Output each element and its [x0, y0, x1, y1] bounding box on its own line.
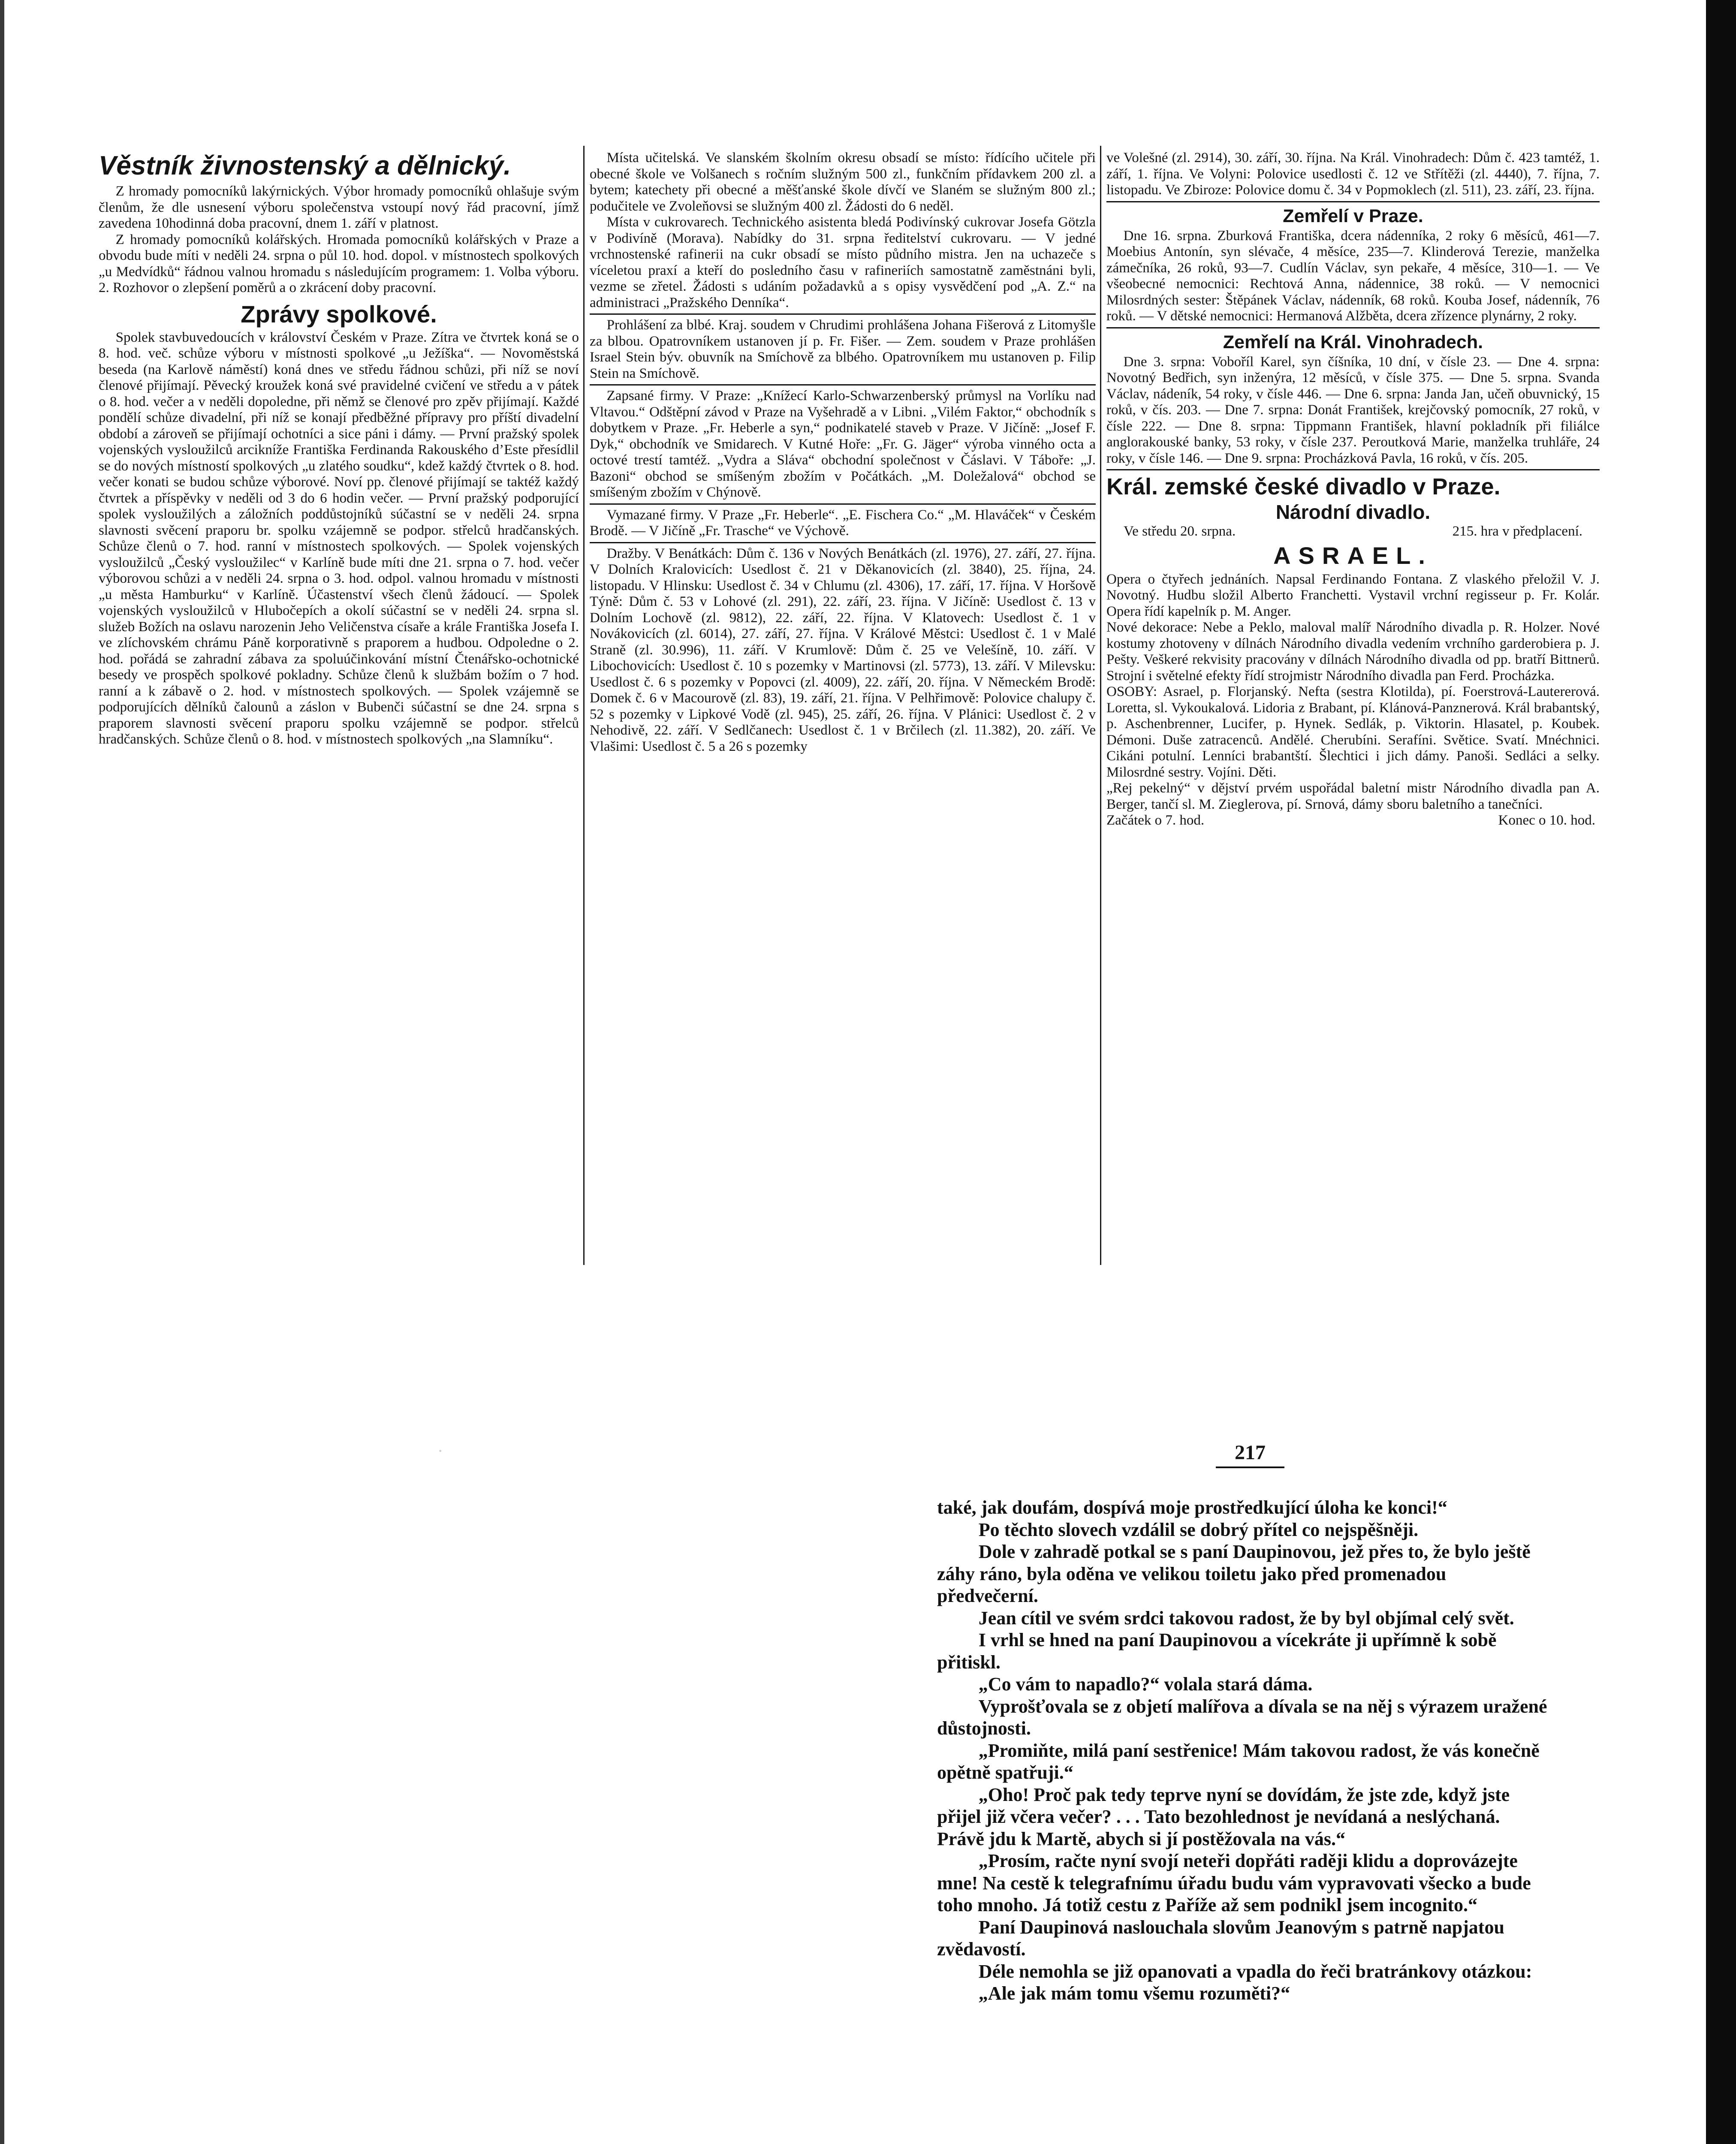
novel-paragraph: „Co vám to napadlo?“ volala stará dáma. — [978, 1674, 1313, 1695]
trade-notice-1: Z hromady pomocníků lakýrnických. Výbor hromady pomocníků ohlašuje svým členům, že dle usnesení výboru společenstva vstoupí nový řád pracovní, jímž zavedena 10hodinná doba pracovní, dnem 1. září v platnost. — [99, 184, 579, 231]
column-rule-1 — [583, 146, 585, 1265]
novel-paragraph: Jean cítil ve svém srdci takovou radost, že by byl objímal celý svět. — [978, 1607, 1514, 1629]
opera-title: ASRAEL. — [1273, 542, 1433, 569]
deaths-prague-text: Dne 16. srpna. Zburková Františka, dcera nádenníka, 2 roky 6 měsíců, 461—7. Moebius Antonín, syn slévače, 4 měsíce, 235—7. Klinderová Terezie, manželka zámečníka, 26 roků, 93—7. Cudlín Václav, syn pekaře, 4 měsíce, 310—1. — Ve všeobecné nemocnici: Rechtová Anna, nádennice, 38 roků. — V nemocnici Milosrdných sester: Štěpánek Václav, nádenník, 68 roků. Kouba Josef, nádenník, 76 roků. — V dětské nemocnici: Hermanová Alžběta, dcera zřízence plynárny, 2 roky. — [1106, 228, 1600, 324]
start-time: Začátek o 7. hod. — [1106, 813, 1205, 828]
novel-paragraph: „Prosím, račte nyní svojí neteři dopřáti raději klidu a doprovázejte mne! Na cestě k telegrafnímu úřadu budu vám vypravovati všecko a bude toho mnoho. Já totiž cestu z Paříže až sem podnikl jsem incognito.“ — [937, 1850, 1531, 1915]
notice-auctions: Dražby. V Benátkách: Dům č. 136 v Nových Benátkách (zl. 1976), 27. září, 27. října. V Dolních Kralovicích: Usedlost č. 21 v Děkanovicích (zl. 3840), 25. října, 24. listopadu. V Hlinsku: Usedlost č. 34 v Chlumu (zl. 4306), 17. září, 17. října. V Horšově Týně: Dům č. 53 v Lohové (zl. 291), 22. září, 23. října. V Jičíně: Usedlost č. 13 v Dolním Lochově (zl. 9812), 22. září, 22. října. V Klatovech: Usedlost č. 1 v Novákovicích (zl. 6014), 27. září, 27. října. V Králové Městci: Usedlost č. 1 v Malé Straně (zl. 30.996), 11. září. V Krumlově: Dům č. 25 ve Velešíně, 10. září. V Libochovicích: Usedlost č. 10 s pozemky v Martinovsi (zl. 5773), 13. září. V Milevsku: Usedlost č. 6 s pozemky v Popovci (zl. 4009), 22. září, 20. října. V Německém Brodě: Domek č. 6 v Macourově (zl. 83), 19. září, 21. října. V Pelhřimově: Polovice chalupy č. 52 s pozemky v Lipkové Vodě (zl. 945), 25. září, 26. října. V Plánici: Usedlost č. 2 v Nehodivě, 22. září. V Sedlčanech: Usedlost č. 1 v Brčilech (zl. 11.382), 20. září. Ve Vlašimi: Usedlost č. 5 a 26 s pozemky — [590, 545, 1096, 754]
divider-1 — [590, 313, 1096, 315]
notice-registered-firms: Zapsané firmy. V Praze: „Knížecí Karlo-Schwarzenberský průmysl na Vorlíku nad Vltavou.“ Odštěpní závod v Praze na Vyšehradě a v Libni. „Vilém Faktor,“ obchodník s dobytkem v Praze. „Fr. Heberle a syn,“ podnikatelé staveb v Praze. V Jičíně: „Josef F. Dyk,“ obchodník ve Smidarech. V Kutné Hoře: „Fr. G. Jäger“ výroba vinného octa a octové trestí tamtéž. „Vydra a Sláva“ obchodní společnost v Čáslavi. V Táboře: „J. Bazoni“ obchod se smíšeným zbožím v Počátkách. „M. Doležalová“ obchod se smíšeným zbožím v Chýnově. — [590, 388, 1096, 500]
novel-text — [937, 1497, 1550, 2005]
column-rule-2 — [1100, 146, 1101, 1265]
auctions-continued: ve Volešné (zl. 2914), 30. září, 30. října. Na Král. Vinohradech: Dům č. 423 tamtéž, 1. září, 1. října. Ve Volyni: Polovice usedlosti č. 12 ve Střítěži (zl. 4440), 7. října, 7. listopadu. Ve Zbiroze: Polovice domu č. 34 v Popmoklech (zl. 511), 23. září, 23. října. — [1106, 150, 1600, 198]
scan-edge-left — [0, 0, 4, 2144]
opera-cast: OSOBY: Asrael, p. Florjanský. Nefta (sestra Klotilda), pí. Foerstrová-Lautererová. Loretta, sl. Vykoukalová. Lidoria z Brabant, pí. Klánová-Panznerová. Král brabantský, p. Aschenbrenner, Lucifer, p. Hynek. Sedlák, p. Viktorin. Hlasatel, p. Koubek. Démoni. Duše zatracenců. Andělé. Cherubíni. Serafíni. Světice. Svatí. Mnéchnici. Cikáni potulní. Lenníci brabantští. Šlechtici i jich dámy. Panoši. Sedláci a selky. Milosrdné sestry. Vojíni. Děti. — [1106, 684, 1600, 780]
heading-deaths-prague: Zemřelí v Praze. — [1283, 205, 1423, 226]
opera-times — [1106, 813, 1600, 829]
divider-6 — [1106, 327, 1600, 328]
divider-5 — [1106, 201, 1600, 202]
divider-4 — [590, 542, 1096, 543]
end-time: Konec o 10. hod. — [1498, 813, 1595, 828]
novel-paragraph: Po těchto slovech vzdálil se dobrý přítel co nejspěšněji. — [978, 1519, 1419, 1540]
novel-paragraph: I vrhl se hned na paní Daupinovou a vícekráte ji upřímně k sobě přitiskl. — [937, 1629, 1497, 1673]
novel-paragraph: Vyprošťovala se z objetí malířova a dívala se na něj s výrazem uražené důstojnosti. — [937, 1695, 1547, 1739]
bleedthrough-page-number: · — [437, 1441, 443, 1460]
column-trade-and-clubs — [99, 150, 579, 1265]
column-notices — [590, 150, 1096, 1265]
bleedthrough-text — [129, 1475, 729, 1497]
opera-decorations: Nové dekorace: Nebe a Peklo, maloval malíř Národního divadla p. R. Holzer. Nové kostumy zhotoveny v dílnách Národního divadla vedením vrchního garderobiera p. J. Pešty. Veškeré rekvisity pracovány v dílnách Národního divadla od pp. bratří Bittnerů. Strojní i světelné efekty řídí strojmistr Národního divadla pan Ferd. Procházka. — [1106, 620, 1600, 684]
deaths-vinohrady-text: Dne 3. srpna: Voboříl Karel, syn číšníka, 10 dní, v čísle 23. — Dne 4. srpna: Novotný Bedřich, syn inženýra, 12 měsíců, v čísle 375. — Dne 5. srpna. Svandа Václav, nádeník, 54 roky, v čísle 446. — Dne 6. srpna: Janda Jan, učeň obuvnický, 15 roků, v čís. 203. — Dne 7. srpna: Donát František, krejčovský pomocník, 27 roků, v čísle 222. — Dne 8. srpna: Tippmann František, hlavní pokladník při filiálce anglorakouské banky, 53 roky, v čísle 237. Peroutková Marie, manželka truhláře, 24 roky, v čísle 146. — Dne 9. srpna: Procházková Pavla, 16 roků, v čís. 205. — [1106, 354, 1600, 466]
divider-3 — [590, 503, 1096, 505]
divider-7 — [1106, 469, 1600, 470]
heading-national-theatre: Národní divadlo. — [1275, 501, 1431, 523]
novel-paragraph: Déle nemohla se již opanovati a vpadla do řeči bratránkovy otázkou: — [978, 1960, 1532, 1982]
notice-incapacity: Prohlášení za blbé. Kraj. soudem v Chrudimi prohlášena Johana Fišerová z Litomyšle za blbou. Opatrovníkem ustanoven jí p. Fr. Fišer. — Zem. soudem v Praze prohlášen Israel Stein býv. obuvník na Smíchově za blbého. Opatrovníkem mu ustanoven p. Filip Stein na Smíchově. — [590, 317, 1096, 381]
heading-deaths-vinohrady: Zemřelí na Král. Vinohradech. — [1223, 331, 1483, 352]
opera-info: Opera o čtyřech jednáních. Napsal Ferdinando Fontana. Z vlaského přeložil V. J. Novotný. Hudbu složil Alberto Franchetti. Vystavil vrchní regisseur p. Fr. Kolár. Opera řídí kapelník p. M. Anger. — [1106, 571, 1600, 619]
scan-edge-right — [1706, 0, 1736, 2144]
column-deaths-theatre — [1106, 150, 1600, 1265]
club-news-text: Spolek stavbuvedoucích v království Českém v Praze. Zítra ve čtvrtek koná se o 8. hod. več. schůze výboru v místnosti spolkové „u Ježíška“. — Novoměstská beseda (na Karlově náměstí) koná dnes ve středu řádnou schůzi, při níž se noví členové přijímají. Pěvecký kroužek koná své pravidelné cvičení ve středu a v pátek o 8. hod. večer a v neděli dopoledne, při němž se členové pro zpěv přijímají. Každé pondělí schůze divadelní, při níž se konají předběžné přípravy pro příští divadelní období a zároveň se přijímají ochotníci a sice páni i dámy. — První pražský spolek vojenských vysloužilců arcikníže Františka Ferdinanda Rakouského d’Este přesídlil se do nových místností spolkových „u zlatého soudku“, kdež každý čtvrtek o 8. hod. večer konati se budou schůze výborové. Noví pp. členové přijímají se taktéž každý čtvrtek a příspěvky v neděli od 3 do 6 hodin večer. — První pražský podporující spolek vysloužilých a záložních poddůstojníků súčastní se v neděli 24. srpna slavnosti svěcení praporu br. spolku vzájemně se podpor. střelců hradčanských. Schůze členů o 7. hod. ranní v místnostech spolkových. — Spolek vojenských vysloužilců „Český vysloužilec“ v Karlíně bude míti dne 21. srpna o 7. hod. večer výborovou schůzi a v neděli 24. srpna o 3. hod. odpol. valnou hromadu v místnosti „u města Hamburku“ v Karlíně. Účastenství všech členů žádoucí. — Spolek vojenských vysloužilců v Hlubočepích a okolí súčastní se v neděli 24. srpna sl. služeb Božích na oslavu narozenin Jeho Veličenstva císaře a krále Františka Josefa I. ve zlíchovském chrámu Páně korporativně s praporem a hudbou. Odpoledne o 2. hod. pořádá se zahradní zábava za spoluúčinkování místní Čtenářsko-ochotnické besedy ve prospěch spolkové pokladny. Schůze členů k službám božím o 7 hod. ranní a k zábavě o 2. hod. v místnostech spolkových. — Spolek vzájemně se podporujících dělníků čalounů a záslon v Bubenči súčastní se dne 24. srpna s praporem slavnosti svěcení praporu spolku vzájemně se podpor. střelců hradčanských. Schůze členů o 8. hod. v místnostech spolkových „na Slamníku“. — [99, 329, 579, 747]
performance-date: Ve středu 20. srpna. — [1124, 524, 1236, 539]
trade-notice-2: Z hromady pomocníků kolářských. Hromada pomocníků kolářských v Praze a obvodu bude míti v neděli 24. srpna o půl 10. hod. dopol. v místnostech spolkových „u Medvídků“ řádnou valnou hromadu s následujícím programem: 1. Volba výboru. 2. Rozhovor o zlepšení poměrů a o zkrácení doby pracovní. — [99, 232, 579, 295]
novel-paragraph: Dole v zahradě potkal se s paní Daupinovou, jež přes to, že bylo ještě záhy ráno, byla oděna ve velikou toiletu jako před promenadou předvečerní. — [937, 1541, 1531, 1606]
novel-paragraph: také, jak doufám, dospívá moje prostředkující úloha ke konci!“ — [937, 1497, 1447, 1518]
performance-subscription: 215. hra v předplacení. — [1452, 524, 1582, 539]
notice-sugar-factories: Místa v cukrovarech. Technického asistenta bledá Podivínský cukrovar Josefa Götzla v Podivíně (Morava). Nabídky do 31. srpna ředitelství cukrovaru. — V jedné vrchnostenské rafinerii na cukr obsadí se místo půdního mistra. Jen na uchazeče s víceletou praxí a kteří do posledního času v rafineriích samostatně zaměstnáni byli, vezme se zřetel. Žádosti s udáním požadavků a s opisy vysvědčení pod „A. Z.“ na administraci „Pražského Denníka“. — [590, 214, 1096, 310]
novel-paragraph: „Promiňte, milá paní sestřenice! Mám takovou radost, že vás konečně opětně spatřuji.“ — [937, 1740, 1540, 1783]
heading-club-news: Zprávy spolkové. — [241, 300, 437, 328]
novel-paragraph: „Ale jak mám tomu všemu rozuměti?“ — [978, 1983, 1290, 2004]
notice-deleted-firms: Vymazané firmy. V Praze „Fr. Heberle“. „E. Fischera Co.“ „M. Hlaváček“ v Českém Brodě. — V Jičíně „Fr. Trasche“ ve Výchově. — [590, 507, 1096, 539]
page-number: 217 — [1235, 1441, 1266, 1464]
novel-paragraph: „Oho! Proč pak tedy teprve nyní se dovídám, že jste zde, když jste přijel již včera večer? . . . Tato bezohlednost je nevídaná a neslýchaná. Právě jdu k Martě, abych si jí postěžovala na vás.“ — [937, 1784, 1510, 1849]
performance-date-line — [1106, 524, 1600, 540]
page-number-rule — [1216, 1466, 1284, 1468]
opera-ballet: „Rej pekelný“ v dějství prvém uspořádal baletní mistr Národního divadla pan A. Berger, tančí sl. M. Zieglerova, pí. Srnová, dámy sboru baletního a tanečníci. — [1106, 780, 1600, 812]
heading-trade-gazette: Věstník živnostenský a dělnický. — [99, 151, 511, 181]
novel-paragraph: Paní Daupinová naslouchala slovům Jeanovým s patrně napjatou zvědavostí. — [937, 1916, 1504, 1960]
notice-teaching-posts: Místa učitelská. Ve slanském školním okresu obsadí se místo: řídícího učitele při obecné škole ve Volšanech s ročním služným 500 zl., funkčním přídavkem 200 zl. a bytem; katechety při obecné a měšťanské škole dívčí ve Slaném se služným 800 zl.; podučitele ve Zvoleňovsi se služným 400 zl. Žádosti do 6 neděl. — [590, 150, 1096, 214]
divider-2 — [590, 384, 1096, 385]
heading-theatre: Král. zemské české divadlo v Praze. — [1106, 474, 1501, 500]
